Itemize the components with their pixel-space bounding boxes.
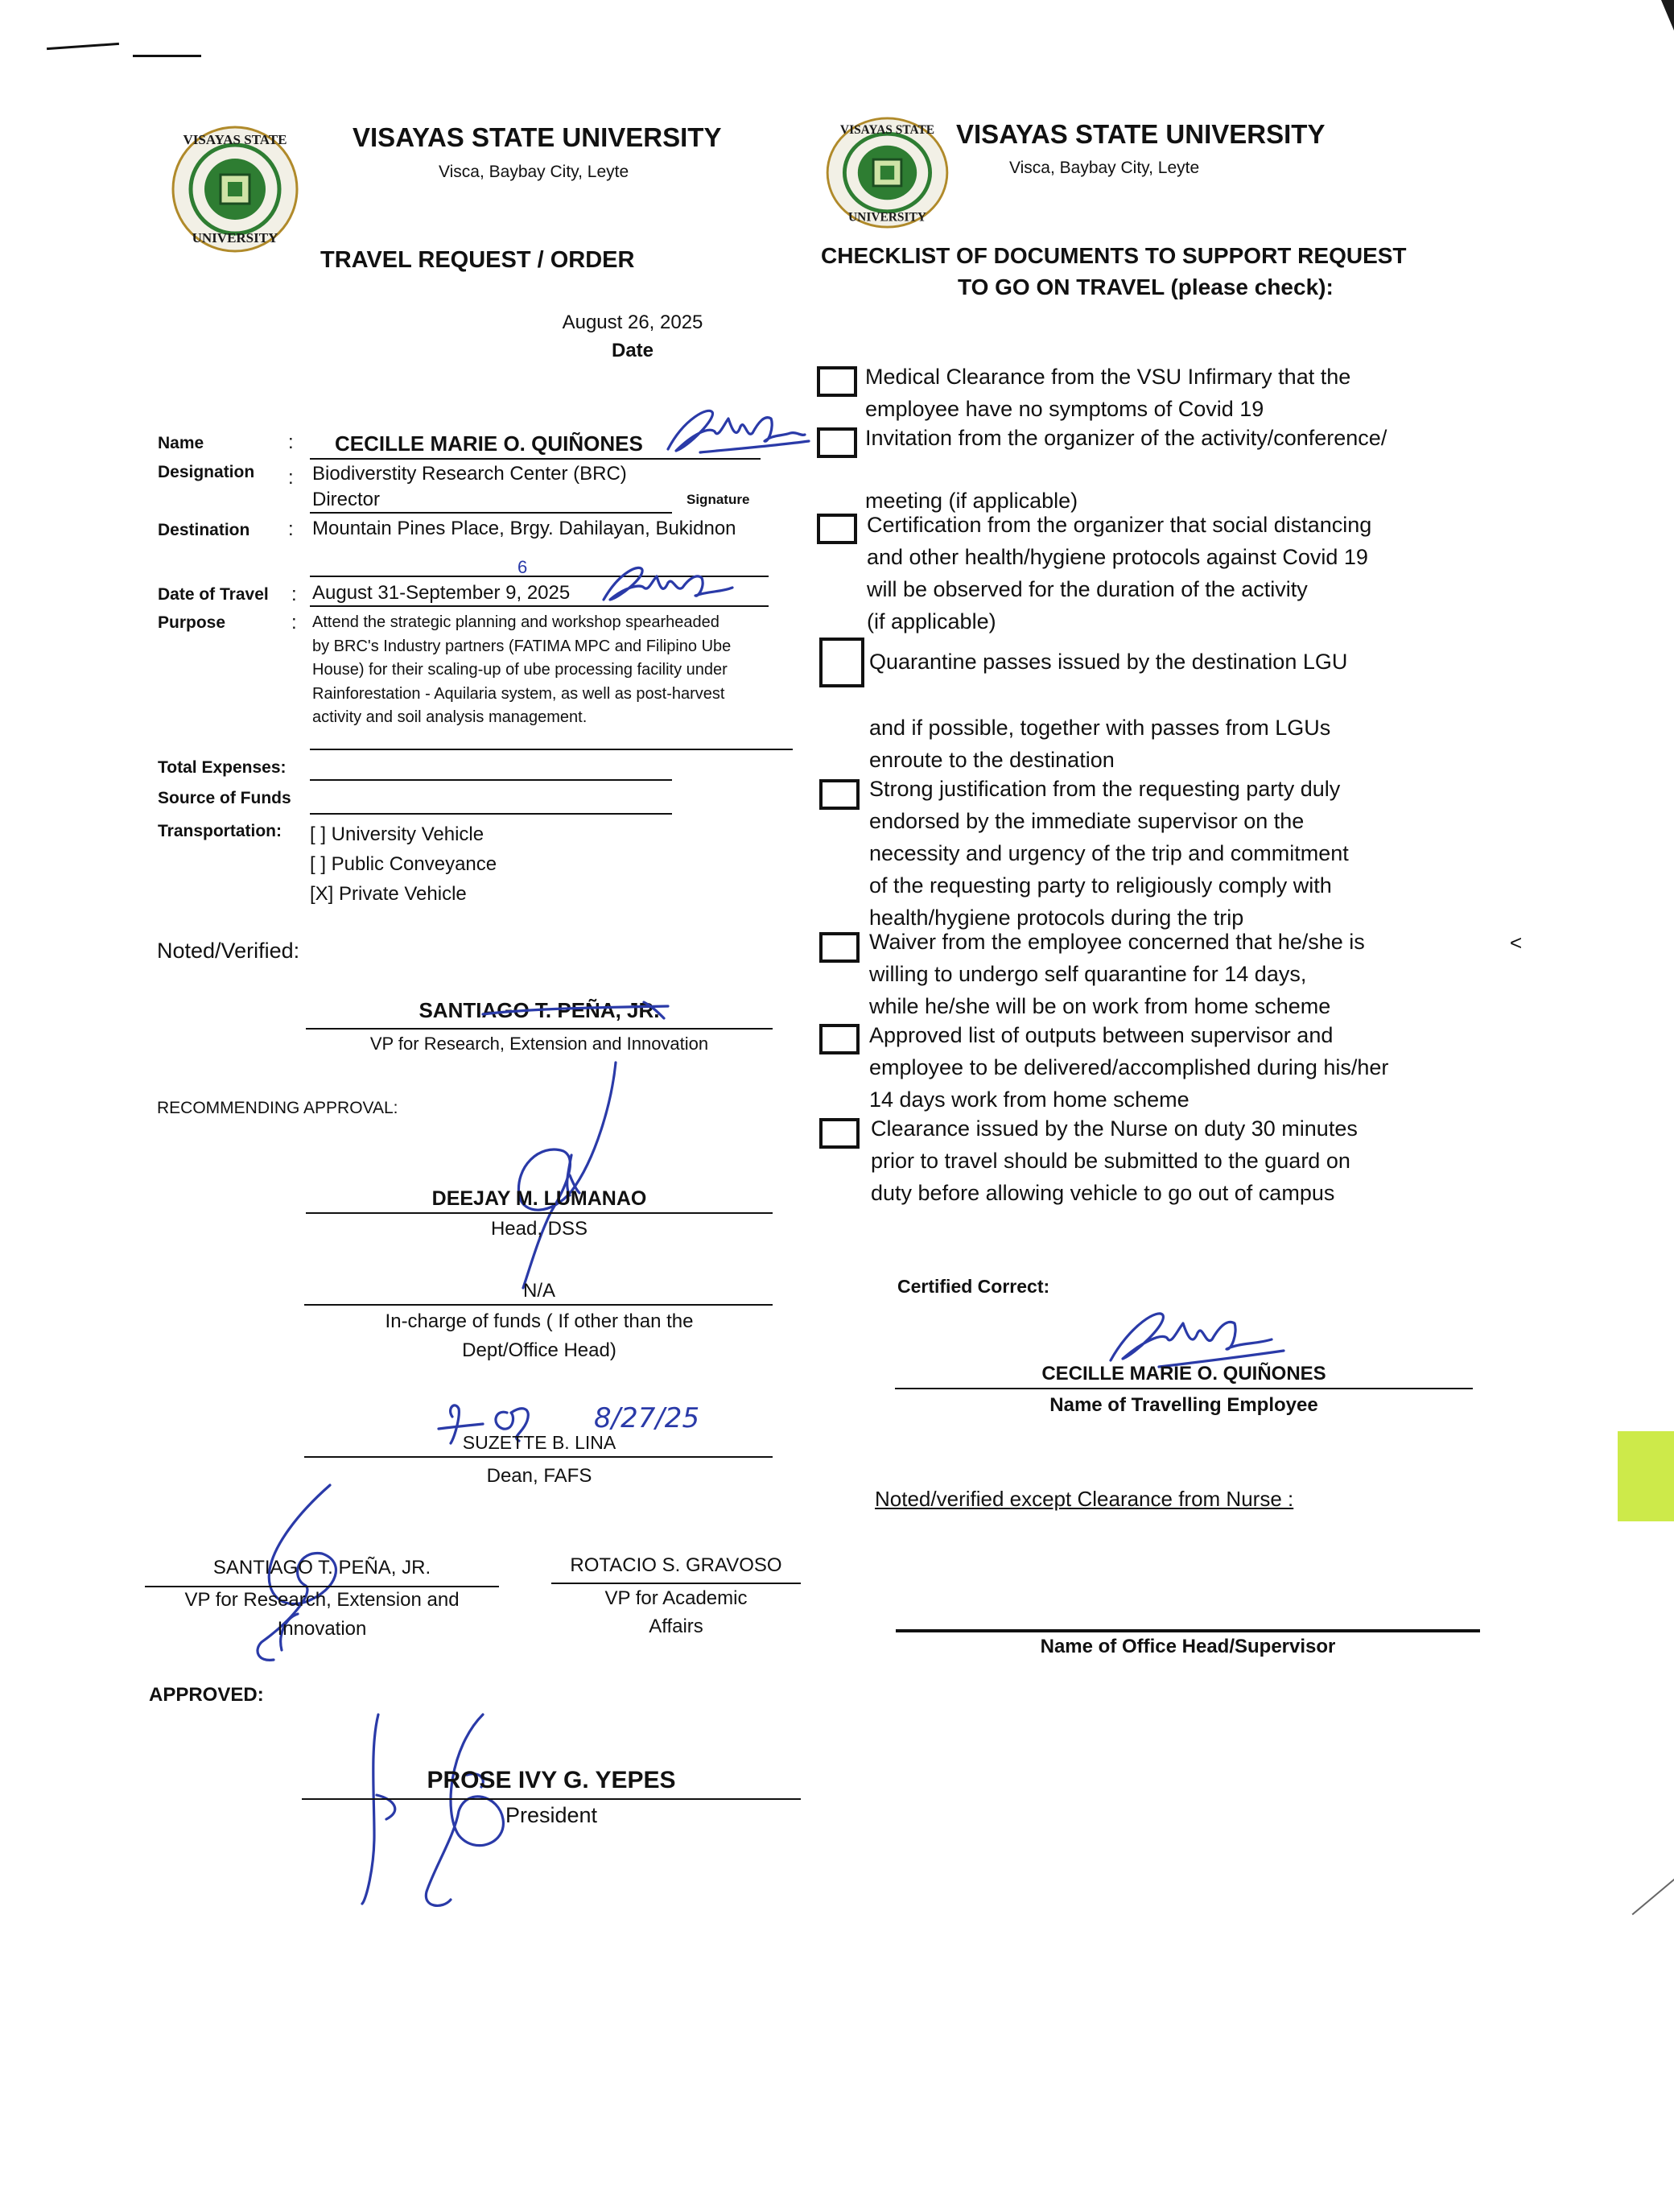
checklist-item-line: of the requesting party to religiously comply with [869, 873, 1332, 898]
checklist-item-invitation [865, 422, 1387, 517]
vp-academic-line [551, 1583, 801, 1584]
recommending-signature [475, 1054, 636, 1296]
president-line [302, 1798, 801, 1800]
funds-title-line2: Dept/Office Head) [462, 1339, 616, 1361]
date-of-travel-value: August 31-September 9, 2025 [312, 582, 571, 604]
funds-name: N/A [522, 1280, 555, 1302]
source-of-funds-line [310, 813, 672, 815]
checklist-item-line: will be observed for the duration of the activity [867, 577, 1308, 601]
transportation-label: Transportation: [158, 822, 282, 840]
checklist-item-line: while he/she will be on work from home scheme [869, 994, 1331, 1018]
corner-mark [133, 55, 201, 57]
checklist-item-line: Invitation from the organizer of the activity/conference/ [865, 426, 1387, 450]
checklist-item-line: health/hygiene protocols during the trip [869, 906, 1244, 930]
cert-name: CECILLE MARIE O. QUIÑONES [1041, 1363, 1326, 1385]
colon: : [288, 518, 294, 540]
funds-title-line1: In-charge of funds ( If other than the [385, 1310, 694, 1332]
president-title: President [505, 1803, 598, 1827]
certified-label: Certified Correct: [897, 1276, 1050, 1297]
recommending-title: Head, DSS [490, 1218, 588, 1240]
corner-mark [47, 43, 119, 50]
university-seal-icon [825, 117, 950, 229]
purpose-label: Purpose [158, 613, 226, 632]
checklist-item-line: Medical Clearance from the VSU Infirmary that the [865, 365, 1351, 389]
dean-line [304, 1456, 773, 1458]
university-name: VISAYAS STATE UNIVERSITY [353, 122, 722, 152]
date-value: August 26, 2025 [562, 312, 703, 333]
checklist-item-line: Quarantine passes issued by the destination LGU [869, 650, 1348, 674]
checkbox-invitation[interactable] [817, 427, 857, 458]
date-correction: 6 [517, 557, 528, 577]
checklist-item-line: Strong justification from the requesting party duly [869, 777, 1341, 801]
noted-title: VP for Research, Extension and Innovation [369, 1034, 709, 1054]
travel-date-initials [596, 563, 740, 608]
date-of-travel-label: Date of Travel [158, 585, 269, 604]
colon: : [291, 612, 297, 633]
checklist-item-line: 14 days work from home scheme [869, 1087, 1190, 1112]
purpose-line: House) for their scaling-up of ube processing facility under [312, 661, 728, 679]
noted-label: Noted/Verified: [157, 939, 300, 963]
checkbox-nurse-clearance[interactable] [819, 1118, 860, 1149]
checklist-item-strong-justification [869, 773, 1349, 934]
university-address: Visca, Baybay City, Leyte [439, 163, 629, 181]
employee-signature [652, 402, 813, 463]
university-seal-icon [171, 125, 299, 254]
checkbox-waiver[interactable] [819, 932, 860, 963]
vp-research-name: SANTIAGO T. PEÑA, JR. [212, 1557, 431, 1579]
university-address-right: Visca, Baybay City, Leyte [1009, 159, 1200, 177]
purpose-text [312, 611, 731, 730]
supervisor-line [896, 1629, 1480, 1632]
colon: : [291, 584, 297, 605]
date-label: Date [611, 340, 654, 361]
checklist-item-quarantine-passes [869, 646, 1347, 776]
purpose-line: by BRC's Industry partners (FATIMA MPC and Filipino Ube [312, 637, 732, 655]
recommending-label: RECOMMENDING APPROVAL: [157, 1099, 398, 1117]
checklist-item-line: and if possible, together with passes from LGUs [869, 716, 1331, 740]
destination-value: Mountain Pines Place, Brgy. Dahilayan, Bukidnon [312, 518, 736, 539]
transport-option-public-conveyance: [ ] Public Conveyance [310, 853, 497, 875]
checklist-item-line: (if applicable) [867, 609, 996, 633]
designation-label: Designation [158, 463, 255, 481]
recommending-name: DEEJAY M. LUMANAO [431, 1187, 647, 1210]
checklist-item-line [865, 454, 1387, 486]
checklist-item-line: employee have no symptoms of Covid 19 [865, 397, 1264, 421]
designation-line [310, 512, 672, 514]
president-name: PROSE IVY G. YEPES [427, 1767, 676, 1793]
name-value: CECILLE MARIE O. QUIÑONES [335, 431, 643, 456]
designation-line1: Biodiverstity Research Center (BRC) [312, 463, 627, 485]
total-expenses-label: Total Expenses: [158, 758, 287, 777]
approved-label: APPROVED: [149, 1684, 264, 1706]
transport-option-university-vehicle: [ ] University Vehicle [310, 823, 484, 845]
recommending-line [306, 1212, 773, 1214]
dean-date: 8/27/25 [594, 1402, 700, 1434]
vp-research-title-line1: VP for Research, Extension and [184, 1589, 460, 1611]
purpose-line: Rainforestation - Aquilaria system, as well as post-harvest [312, 684, 725, 703]
noted-line [306, 1028, 773, 1030]
checkbox-strong-justification[interactable] [819, 779, 860, 810]
checklist-item-line: enroute to the destination [869, 748, 1115, 772]
transport-option-private-vehicle: [X] Private Vehicle [310, 883, 467, 905]
checklist-item-line: Approved list of outputs between supervisor and [869, 1023, 1334, 1047]
margin-mark: < [1510, 931, 1523, 955]
purpose-line: Attend the strategic planning and workshop spearheaded [312, 613, 719, 631]
vp-academic-name: ROTACIO S. GRAVOSO [570, 1554, 782, 1576]
date-of-travel-line [310, 605, 769, 607]
checklist-item-nurse-clearance [871, 1112, 1358, 1209]
checklist-title-line1: CHECKLIST OF DOCUMENTS TO SUPPORT REQUEST [821, 243, 1407, 268]
checkbox-quarantine-passes[interactable] [819, 638, 864, 687]
svg-text:UNIVERSITY: UNIVERSITY [192, 230, 278, 246]
cert-title: Name of Travelling Employee [1049, 1394, 1318, 1416]
checklist-item-certification [867, 509, 1371, 638]
checkbox-certification[interactable] [817, 514, 857, 544]
checkbox-medical-clearance[interactable] [817, 366, 857, 397]
svg-text:VISAYAS STATE: VISAYAS STATE [183, 132, 287, 147]
total-expenses-line [310, 779, 672, 781]
checklist-item-line: prior to travel should be submitted to the guard on [871, 1149, 1350, 1173]
supervisor-title: Name of Office Head/Supervisor [1040, 1636, 1336, 1657]
colon: : [288, 467, 294, 489]
checklist-item-line: meeting (if applicable) [865, 489, 1078, 513]
checklist-item-line: and other health/hygiene protocols against Covid 19 [867, 545, 1368, 569]
vp-academic-title-line2: Affairs [649, 1616, 703, 1637]
noted-except-label: Noted/verified except Clearance from Nurse : [875, 1487, 1294, 1511]
dean-title: Dean, FAFS [486, 1465, 592, 1487]
svg-text:UNIVERSITY: UNIVERSITY [848, 210, 926, 225]
form-title: TRAVEL REQUEST / ORDER [320, 247, 635, 273]
dean-name: SUZETTE B. LINA [462, 1432, 616, 1453]
scan-edge [1642, 0, 1674, 31]
funds-line [304, 1304, 773, 1306]
checklist-item-line: necessity and urgency of the trip and commitment [869, 841, 1349, 865]
university-name-right: VISAYAS STATE UNIVERSITY [956, 119, 1326, 149]
checklist-item-line: duty before allowing vehicle to go out of campus [871, 1181, 1335, 1205]
checklist-item-line: Clearance issued by the Nurse on duty 30 minutes [871, 1116, 1358, 1141]
checklist-item-line: Certification from the organizer that social distancing [867, 513, 1372, 537]
svg-text:VISAYAS STATE: VISAYAS STATE [839, 123, 935, 138]
edge-highlight [1618, 1431, 1674, 1521]
purpose-line: activity and soil analysis management. [312, 708, 588, 726]
edge-scratch [1632, 1878, 1674, 1916]
checklist-item-medical-clearance [865, 361, 1350, 425]
purpose-line-end [310, 749, 793, 750]
designation-line2: Director [312, 489, 381, 510]
checklist-item-line: employee to be delivered/accomplished during his/her [869, 1055, 1389, 1079]
checklist-item-approved-outputs [869, 1019, 1388, 1116]
destination-label: Destination [158, 521, 250, 539]
cert-line [895, 1388, 1473, 1389]
checklist-item-line: willing to undergo self quarantine for 14 days, [869, 962, 1307, 986]
vp-academic-title-line1: VP for Academic [604, 1587, 748, 1609]
name-line [310, 458, 761, 460]
noted-name: SANTIAGO T. PEÑA, JR. [418, 998, 660, 1022]
checklist-item-line: Waiver from the employee concerned that he/she is [869, 930, 1365, 954]
checklist-item-line: endorsed by the immediate supervisor on the [869, 809, 1305, 833]
noted-signature [475, 998, 676, 1022]
signature-label: Signature [687, 492, 750, 507]
colon: : [288, 431, 294, 453]
vp-research-line [145, 1586, 499, 1587]
source-of-funds-label: Source of Funds [158, 789, 291, 807]
checkbox-approved-outputs[interactable] [819, 1024, 860, 1054]
checklist-item-waiver [869, 926, 1365, 1022]
checklist-title-line2: TO GO ON TRAVEL (please check): [958, 274, 1334, 299]
name-label: Name [158, 434, 204, 452]
vp-research-title-line2: Innovation [277, 1618, 367, 1640]
transport-options [310, 819, 497, 909]
